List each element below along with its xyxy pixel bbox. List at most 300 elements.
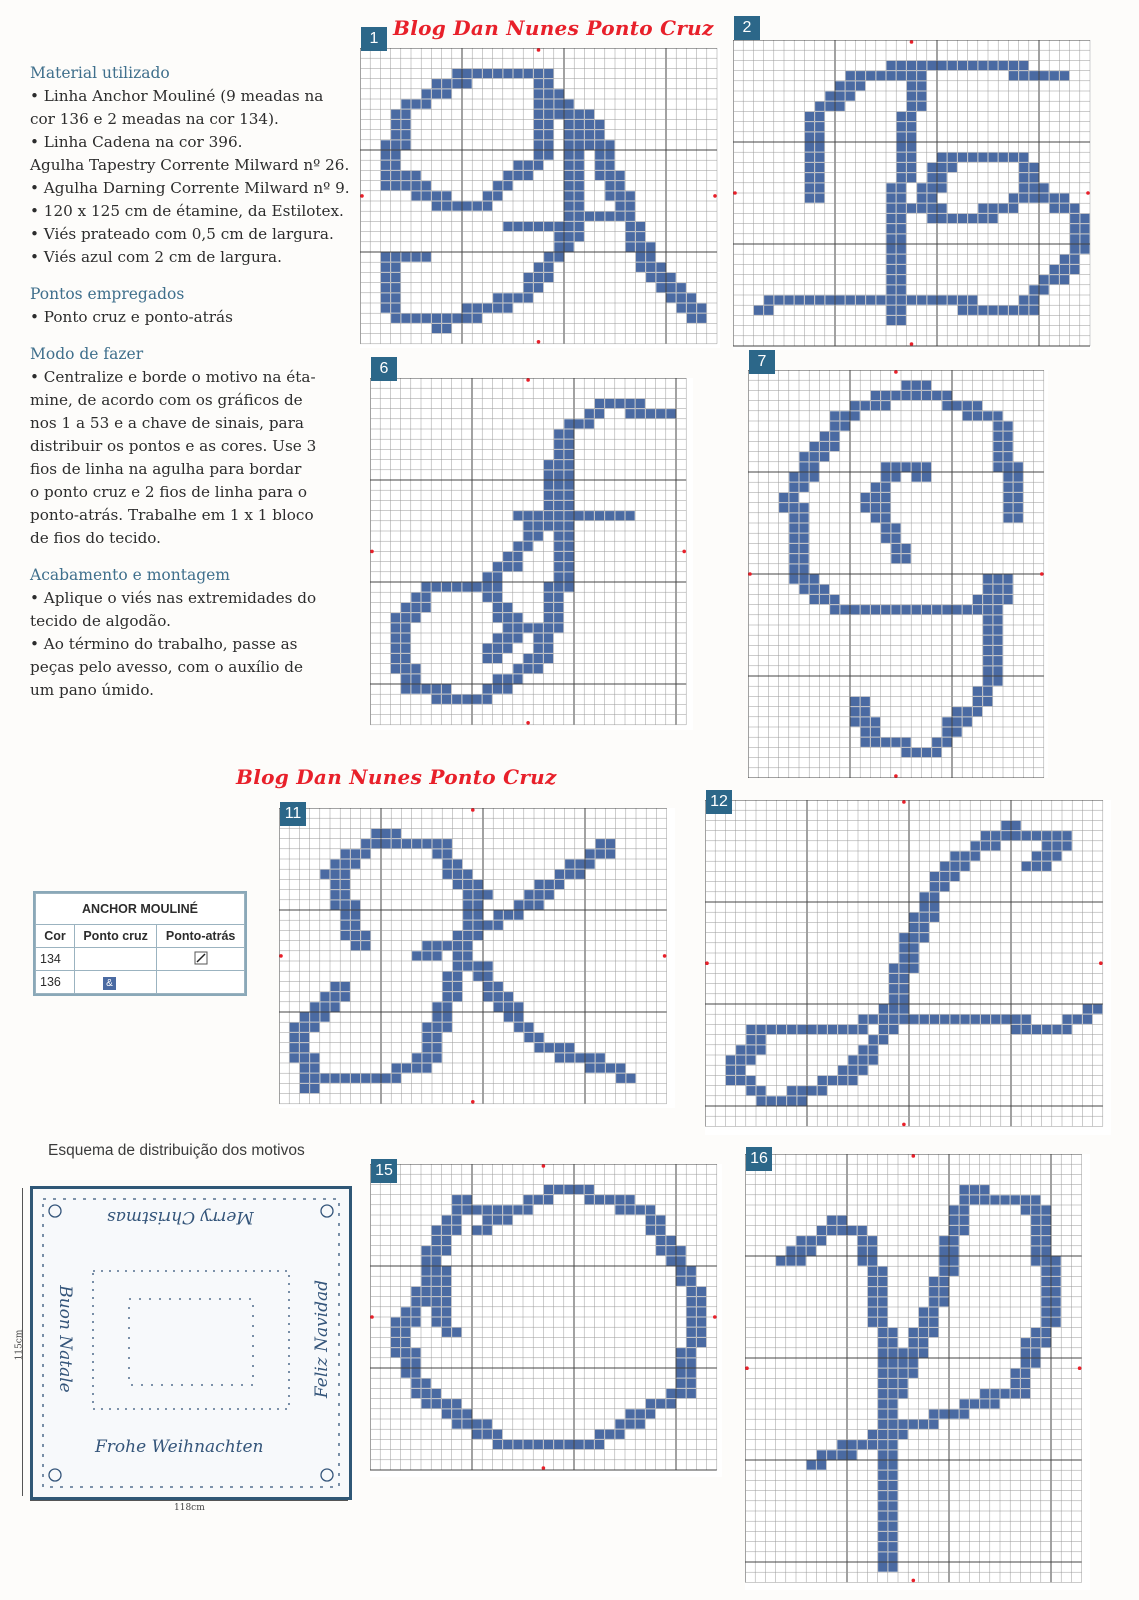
stitch-cell xyxy=(970,1399,979,1408)
stitch-cell xyxy=(626,1074,635,1083)
stitch-cell xyxy=(453,982,462,991)
stitch-cell xyxy=(554,481,563,490)
stitch-cell xyxy=(391,181,400,190)
stitch-cell xyxy=(401,100,410,109)
stitch-cell xyxy=(736,1066,745,1075)
stitch-cell xyxy=(836,81,845,90)
stitch-cell xyxy=(797,1025,806,1034)
stitch-cell xyxy=(757,1096,766,1105)
stitch-cell xyxy=(993,411,1002,420)
stitch-cell xyxy=(493,674,502,683)
stitch-cell xyxy=(392,839,401,848)
stitch-cell xyxy=(990,1389,999,1398)
stitch-cell xyxy=(422,181,431,190)
stitch-cell xyxy=(817,1226,826,1235)
stitch-cell xyxy=(1022,1015,1031,1024)
stitch-cell xyxy=(524,890,533,899)
stitch-cell xyxy=(827,1216,836,1225)
stitch-cell xyxy=(1040,183,1049,192)
stitch-cell xyxy=(817,1450,826,1459)
stitch-cell xyxy=(544,273,553,282)
stitch-cell xyxy=(422,951,431,960)
stitch-cell xyxy=(493,572,502,581)
stitch-cell xyxy=(452,1205,461,1214)
stitch-cell xyxy=(902,738,911,747)
stitch-cell xyxy=(401,634,410,643)
stitch-cell xyxy=(1019,163,1028,172)
stitch-cell xyxy=(493,293,502,302)
stitch-cell xyxy=(595,171,604,180)
cross-stitch-grid xyxy=(360,48,720,348)
stitch-cell xyxy=(953,707,962,716)
stitch-cell xyxy=(887,296,896,305)
key-cor-136: 136 xyxy=(36,971,75,994)
stitch-cell xyxy=(422,1379,431,1388)
stitch-cell xyxy=(463,900,472,909)
instructions-column xyxy=(30,62,350,716)
stitch-cell xyxy=(565,120,574,129)
stitch-cell xyxy=(1070,245,1079,254)
stitch-cell xyxy=(534,100,543,109)
stitch-cell xyxy=(331,982,340,991)
stitch-cell xyxy=(1004,513,1013,522)
stitch-cell xyxy=(452,314,461,323)
stitch-cell xyxy=(422,191,431,200)
stitch-cell xyxy=(646,1216,655,1225)
stitch-cell xyxy=(836,296,845,305)
stitch-cell xyxy=(869,1035,878,1044)
stitch-cell xyxy=(565,232,574,241)
stitch-cell xyxy=(544,1195,553,1204)
stitch-cell xyxy=(595,511,604,520)
stitch-cell xyxy=(544,253,553,262)
stitch-cell xyxy=(544,110,553,119)
stitch-cell xyxy=(878,1297,887,1306)
stitch-cell xyxy=(848,1076,857,1085)
stitch-cell xyxy=(1041,1277,1050,1286)
stitch-cell xyxy=(907,61,916,70)
stitch-cell xyxy=(1021,1348,1030,1357)
stitch-cell xyxy=(1050,71,1059,80)
stitch-cell xyxy=(789,483,798,492)
stitch-cell xyxy=(930,903,939,912)
stitch-cell xyxy=(616,171,625,180)
stitch-cell xyxy=(1052,1277,1061,1286)
stitch-cell xyxy=(907,71,916,80)
stitch-cell xyxy=(899,1015,908,1024)
stitch-cell xyxy=(422,593,431,602)
stitch-cell xyxy=(993,646,1002,655)
stitch-cell xyxy=(401,654,410,663)
stitch-cell xyxy=(940,862,949,871)
stitch-cell xyxy=(432,1246,441,1255)
stitch-cell xyxy=(938,61,947,70)
stitch-cell xyxy=(993,666,1002,675)
stitch-cell xyxy=(897,265,906,274)
stitch-cell xyxy=(554,232,563,241)
stitch-cell xyxy=(917,81,926,90)
stitch-cell xyxy=(851,411,860,420)
stitch-cell xyxy=(807,1236,816,1245)
stitch-cell xyxy=(978,214,987,223)
stitch-cell xyxy=(422,100,431,109)
stitch-cell xyxy=(626,399,635,408)
stitch-cell xyxy=(524,532,533,541)
stitch-cell xyxy=(1052,1287,1061,1296)
stitch-cell xyxy=(1032,852,1041,861)
stitch-cell xyxy=(544,654,553,663)
stitch-cell xyxy=(341,860,350,869)
stitch-cell xyxy=(401,253,410,262)
stitch-cell xyxy=(891,473,900,482)
stitch-cell xyxy=(1014,473,1023,482)
stitch-cell xyxy=(544,613,553,622)
stitch-cell xyxy=(504,992,513,1001)
stitch-cell xyxy=(891,605,900,614)
stitch-cell xyxy=(1009,61,1018,70)
stitch-cell xyxy=(888,1512,897,1521)
stitch-cell xyxy=(463,931,472,940)
stitch-cell xyxy=(433,941,442,950)
stitch-cell xyxy=(697,1287,706,1296)
stitch-cell xyxy=(1009,204,1018,213)
stitch-cell xyxy=(535,1033,544,1042)
stitch-cell xyxy=(442,1318,451,1327)
center-marker xyxy=(902,1123,906,1127)
stitch-cell xyxy=(452,79,461,88)
stitch-cell xyxy=(432,1318,441,1327)
stitch-cell xyxy=(859,1056,868,1065)
stitch-cell xyxy=(797,1246,806,1255)
stitch-cell xyxy=(868,1297,877,1306)
stitch-cell xyxy=(646,263,655,272)
stitch-cell xyxy=(848,1440,857,1449)
stitch-cell xyxy=(310,1084,319,1093)
stitch-cell xyxy=(411,1307,420,1316)
stitch-cell xyxy=(554,460,563,469)
stitch-cell xyxy=(1052,1267,1061,1276)
stitch-cell xyxy=(596,1064,605,1073)
stitch-cell xyxy=(968,306,977,315)
stitch-cell xyxy=(300,1053,309,1062)
stitch-cell xyxy=(432,583,441,592)
stitch-cell xyxy=(871,728,880,737)
stitch-cell xyxy=(1070,204,1079,213)
stitch-cell xyxy=(575,1053,584,1062)
stitch-cell xyxy=(888,1410,897,1419)
center-marker xyxy=(542,1466,546,1470)
stitch-cell xyxy=(930,1015,939,1024)
stitch-cell xyxy=(401,1318,410,1327)
stitch-cell xyxy=(331,890,340,899)
stitch-cell xyxy=(422,685,431,694)
stitch-cell xyxy=(483,572,492,581)
stitch-cell xyxy=(774,296,783,305)
stitch-cell xyxy=(1011,1369,1020,1378)
stitch-cell xyxy=(878,1491,887,1500)
stitch-cell xyxy=(912,381,921,390)
stitch-cell xyxy=(878,1563,887,1572)
stitch-cell xyxy=(555,870,564,879)
stitch-cell xyxy=(989,61,998,70)
stitch-cell xyxy=(422,583,431,592)
stitch-cell xyxy=(999,204,1008,213)
stitch-cell xyxy=(524,1440,533,1449)
stitch-cell xyxy=(897,255,906,264)
stitch-cell xyxy=(757,1045,766,1054)
stitch-cell xyxy=(922,391,931,400)
stitch-cell xyxy=(953,717,962,726)
stitch-cell xyxy=(878,1338,887,1347)
stitch-cell xyxy=(800,585,809,594)
stitch-cell xyxy=(929,1328,938,1337)
stitch-cell xyxy=(554,542,563,551)
stitch-cell xyxy=(1009,153,1018,162)
stitch-cell xyxy=(493,613,502,622)
stitch-cell xyxy=(830,595,839,604)
stitch-cell xyxy=(1052,1257,1061,1266)
cross-stitch-grid xyxy=(705,800,1111,1135)
stitch-cell xyxy=(973,401,982,410)
stitch-cell xyxy=(978,61,987,70)
stitch-cell xyxy=(1070,224,1079,233)
stitch-cell xyxy=(443,1013,452,1022)
stitch-cell xyxy=(980,1195,989,1204)
stitch-cell xyxy=(878,1450,887,1459)
stitch-cell xyxy=(585,419,594,428)
stitch-cell xyxy=(575,419,584,428)
stitch-cell xyxy=(402,1064,411,1073)
stitch-cell xyxy=(626,202,635,211)
stitch-cell xyxy=(442,314,451,323)
stitch-cell xyxy=(878,1399,887,1408)
stitch-cell xyxy=(534,511,543,520)
stitch-cell xyxy=(810,442,819,451)
stitch-cell xyxy=(848,1450,857,1459)
stitch-cell xyxy=(800,503,809,512)
stitch-cell xyxy=(757,1035,766,1044)
stitch-cell xyxy=(534,273,543,282)
stitch-cell xyxy=(1029,163,1038,172)
stitch-cell xyxy=(961,862,970,871)
stitch-cell xyxy=(473,1430,482,1439)
stitch-cell xyxy=(888,1461,897,1470)
stitch-cell xyxy=(524,69,533,78)
center-marker xyxy=(663,954,667,958)
chart-number-badge: 16 xyxy=(746,1147,772,1171)
stitch-cell xyxy=(950,852,959,861)
stitch-cell xyxy=(361,931,370,940)
stitch-cell xyxy=(929,1308,938,1317)
stitch-cell xyxy=(371,1074,380,1083)
stitch-cell xyxy=(433,1033,442,1042)
modo-section xyxy=(30,343,332,550)
stitch-cell xyxy=(636,1409,645,1418)
stitch-cell xyxy=(993,575,1002,584)
chart-l xyxy=(705,800,1111,1135)
stitch-cell xyxy=(848,1226,857,1235)
stitch-cell xyxy=(432,191,441,200)
stitch-cell xyxy=(411,613,420,622)
stitch-cell xyxy=(575,181,584,190)
stitch-cell xyxy=(971,841,980,850)
stitch-cell xyxy=(1021,1369,1030,1378)
stitch-cell xyxy=(493,181,502,190)
material-line: • Viés azul com 2 cm de largura. xyxy=(30,248,282,266)
stitch-cell xyxy=(677,1277,686,1286)
stitch-cell xyxy=(544,140,553,149)
stitch-cell xyxy=(1012,831,1021,840)
stitch-cell xyxy=(473,304,482,313)
stitch-cell xyxy=(300,1074,309,1083)
stitch-cell xyxy=(1014,462,1023,471)
stitch-cell xyxy=(1080,234,1089,243)
stitch-cell xyxy=(391,253,400,262)
stitch-cell xyxy=(930,872,939,881)
stitch-cell xyxy=(575,232,584,241)
pontos-title: Pontos empregados xyxy=(30,285,185,303)
stitch-cell xyxy=(840,605,849,614)
stitch-cell xyxy=(889,974,898,983)
stitch-cell xyxy=(462,1420,471,1429)
stitch-cell xyxy=(513,542,522,551)
stitch-cell xyxy=(897,71,906,80)
stitch-cell xyxy=(889,984,898,993)
stitch-cell xyxy=(881,738,890,747)
stitch-cell xyxy=(810,473,819,482)
stitch-cell xyxy=(938,163,947,172)
modo-line: • Centralize e borde o motivo na éta- xyxy=(30,368,316,386)
stitch-cell xyxy=(473,972,482,981)
stitch-cell xyxy=(411,1287,420,1296)
stitch-cell xyxy=(595,399,604,408)
stitch-cell xyxy=(626,212,635,221)
stitch-cell xyxy=(978,153,987,162)
stitch-cell xyxy=(433,1053,442,1062)
stitch-cell xyxy=(605,181,614,190)
stitch-cell xyxy=(544,501,553,510)
watermark-top: Blog Dan Nunes Ponto Cruz xyxy=(393,16,714,40)
stitch-cell xyxy=(616,191,625,200)
stitch-cell xyxy=(341,870,350,879)
stitch-cell xyxy=(973,707,982,716)
stitch-cell xyxy=(575,151,584,160)
stitch-cell xyxy=(920,892,929,901)
stitch-cell xyxy=(564,562,573,571)
stitch-cell xyxy=(805,173,814,182)
stitch-cell xyxy=(666,1399,675,1408)
stitch-cell xyxy=(927,173,936,182)
stitch-cell xyxy=(697,1338,706,1347)
center-marker xyxy=(733,191,737,195)
stitch-cell xyxy=(993,595,1002,604)
stitch-cell xyxy=(483,593,492,602)
stitch-cell xyxy=(1021,1379,1030,1388)
stitch-cell xyxy=(1041,1216,1050,1225)
stitch-cell xyxy=(797,1257,806,1266)
stitch-cell xyxy=(391,151,400,160)
stitch-cell xyxy=(411,664,420,673)
stitch-cell xyxy=(483,583,492,592)
stitch-cell xyxy=(932,605,941,614)
stitch-cell xyxy=(514,900,523,909)
stitch-cell xyxy=(1070,255,1079,264)
stitch-cell xyxy=(677,1369,686,1378)
stitch-cell xyxy=(443,870,452,879)
stitch-cell xyxy=(411,603,420,612)
stitch-cell xyxy=(907,132,916,141)
stitch-cell xyxy=(912,605,921,614)
key-title: ANCHOR MOULINÉ xyxy=(36,894,245,925)
stitch-cell xyxy=(606,839,615,848)
chart-number-badge: 1 xyxy=(361,27,387,51)
stitch-cell xyxy=(544,263,553,272)
stitch-cell xyxy=(463,69,472,78)
cross-stitch-grid xyxy=(733,40,1091,350)
stitch-cell xyxy=(300,1084,309,1093)
stitch-cell xyxy=(381,181,390,190)
stitch-cell xyxy=(514,1013,523,1022)
stitch-cell xyxy=(889,1015,898,1024)
stitch-cell xyxy=(846,296,855,305)
stitch-cell xyxy=(846,92,855,101)
stitch-cell xyxy=(585,130,594,139)
stitch-cell xyxy=(888,1501,897,1510)
stitch-cell xyxy=(800,473,809,482)
stitch-cell xyxy=(422,1256,431,1265)
stitch-cell xyxy=(432,1307,441,1316)
stitch-cell xyxy=(442,1267,451,1276)
stitch-cell xyxy=(787,1025,796,1034)
stitch-cell xyxy=(687,293,696,302)
stitch-cell xyxy=(493,583,502,592)
stitch-cell xyxy=(381,304,390,313)
stitch-cell xyxy=(887,316,896,325)
stitch-cell xyxy=(391,634,400,643)
stitch-cell xyxy=(290,1053,299,1062)
stitch-cell xyxy=(1012,1015,1021,1024)
color-key-table xyxy=(33,891,247,996)
stitch-cell xyxy=(929,1420,938,1429)
stitch-cell xyxy=(565,212,574,221)
stitch-cell xyxy=(927,204,936,213)
stitch-cell xyxy=(808,1086,817,1095)
center-marker xyxy=(910,342,914,346)
stitch-cell xyxy=(616,202,625,211)
stitch-cell xyxy=(331,860,340,869)
stitch-cell xyxy=(544,521,553,530)
stitch-cell xyxy=(929,1318,938,1327)
stitch-cell xyxy=(554,1185,563,1194)
stitch-cell xyxy=(1009,71,1018,80)
center-marker xyxy=(705,961,709,965)
acabamento-line: um pano úmido. xyxy=(30,681,155,699)
stitch-cell xyxy=(887,61,896,70)
stitch-cell xyxy=(888,1359,897,1368)
stitch-cell xyxy=(897,163,906,172)
cross-stitch-grid xyxy=(370,378,693,730)
stitch-cell xyxy=(483,69,492,78)
stitch-cell xyxy=(910,964,919,973)
stitch-cell xyxy=(887,194,896,203)
stitch-cell xyxy=(851,707,860,716)
stitch-cell xyxy=(453,962,462,971)
stitch-cell xyxy=(859,1015,868,1024)
stitch-cell xyxy=(1041,1226,1050,1235)
stitch-cell xyxy=(656,1236,665,1245)
stitch-cell xyxy=(897,153,906,162)
acabamento-section xyxy=(30,564,332,702)
